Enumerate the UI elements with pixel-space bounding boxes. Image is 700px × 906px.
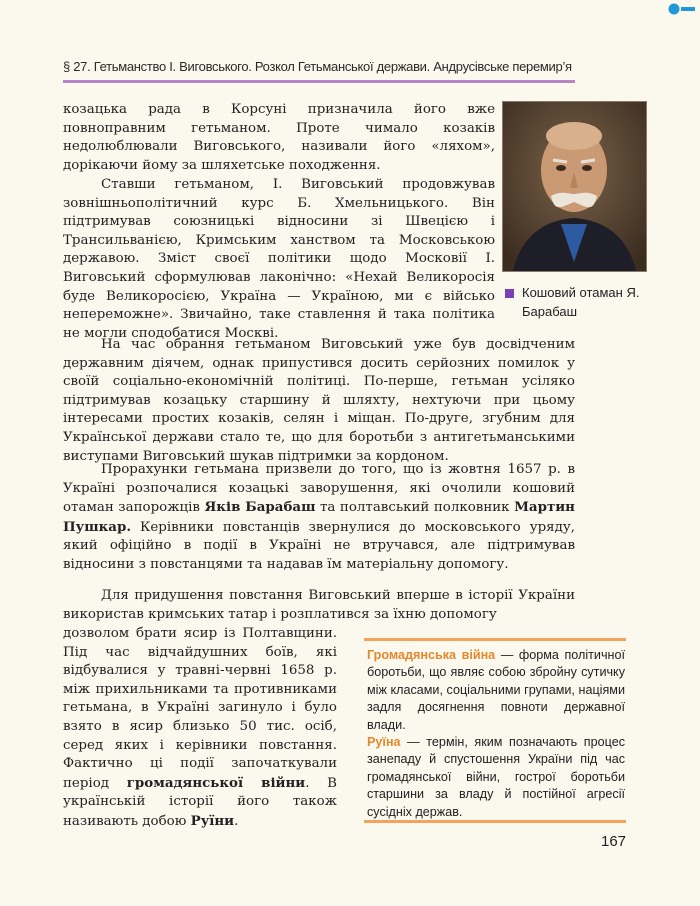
glossary-definition-civil-war: — форма політичної боротьби, що являє собою збройну сутичку між класами, соціальними групами, націями задля досягнення повноти державної влади. [367, 648, 625, 732]
paragraph-4-text: Прорахунки гетьмана призвели до того, що із жовтня 1657 р. в Україні розпочалися козацькі заворушення, які очолили кошовий отаман запорожців [63, 462, 575, 516]
portrait-caption: Кошовий отаман Я. Барабаш [522, 285, 640, 319]
glossary-text [367, 647, 625, 821]
term-civil-war: громадянської війни [126, 774, 306, 791]
running-header: § 27. Гетьманство І. Виговського. Розкол Гетьманської держави. Андрусівське перемир’я [63, 59, 572, 74]
glossary-term-ruin: Руїна [367, 735, 401, 750]
caption-marker [505, 289, 514, 298]
name-pushkar: Мартин Пушкар. [63, 499, 575, 535]
paragraph-4 [63, 461, 575, 575]
term-ruin: Руїни [190, 812, 235, 829]
paragraph-5-top [63, 587, 575, 624]
paragraph-1 [63, 101, 495, 175]
paragraph-2-text: Ставши гетьманом, І. Виговський продовжував зовнішньополітичний курс Б. Хмельницького. Він підтримував союзницькі відносини зі Швецією і Трансильванією, Кримським ханством та Московською державою. Зміст своєї політики щодо Московії І. Виговський сформулював лаконічно: «Нехай Великоросія буде Великоросією, Україна — Україною, ми є військо непереможне». Звичайно, таке ставлення й така політика не могли сподобатися Москві. [63, 177, 495, 341]
paragraph-4-text-2: та полтавський полковник [315, 500, 515, 516]
paragraph-2 [63, 176, 495, 343]
glossary-bottom-border [364, 820, 626, 823]
paragraph-5-end: . [234, 813, 239, 829]
paragraph-3-text: На час обрання гетьманом Виговський уже був досвідченим державним діячем, однак припустився досить серйозних помилок у своїй соціально-економічній політиці. По-перше, гетьман усіляко підтримував козацьку старшину й шляхту, нехтуючи при цьому інтересами простих козаків, селян і міщан. По-друге, згубним для Української держави стало те, що для боротьби з антигетьманськими виступами Виговський шукав підтримки за кордоном. [63, 337, 575, 464]
paragraph-5-text: дозволом брати ясир із Полтавщини. Під час відчайдушних боїв, які відбувалися у травні-червні 1658 р. між прихильниками та противниками гетьмана, в Україні загинуло і було взято в ясир близько 50 тис. осіб, серед яких і керівники повстання. Фактично ці події започаткували період [63, 626, 337, 791]
name-barabash: Яків Барабаш [204, 499, 316, 516]
glossary-box [364, 638, 626, 824]
paragraph-3 [63, 336, 575, 466]
paragraph-5-column [63, 625, 337, 832]
paragraph-5-top-text: Для придушення повстання Виговський вперше в історії України використав кримських татар і розплатився за їхню допомогу [63, 588, 575, 622]
glossary-definition-ruin: — термін, яким позначають процес занепаду й спустошення України під час громадянської війни, гострої боротьби старшини за владу й постійної агресії сусідніх держав. [367, 735, 625, 819]
paragraph-1-text: козацька рада в Корсуні призначила його вже повноправним гетьманом. Проте чимало козаків недолюблювали Виговського, називали його «ляхом», дорікаючи йому за шляхетське походження. [63, 102, 495, 173]
paragraph-5-text-2: . В українській історії його також називають добою [63, 775, 337, 829]
header-divider [63, 80, 575, 83]
glossary-term-civil-war: Громадянська війна [367, 648, 496, 662]
portrait-barabash [502, 101, 647, 272]
publisher-logo [668, 0, 696, 12]
page-number: 167 [601, 833, 627, 850]
glossary-top-border [364, 638, 626, 641]
paragraph-4-text-3: Керівники повстанців звернулися до московського уряду, який офіційно в події в Україні не втручався, але підтримував відносини з повстанцями та надавав їм матеріальну допомогу. [63, 519, 575, 572]
